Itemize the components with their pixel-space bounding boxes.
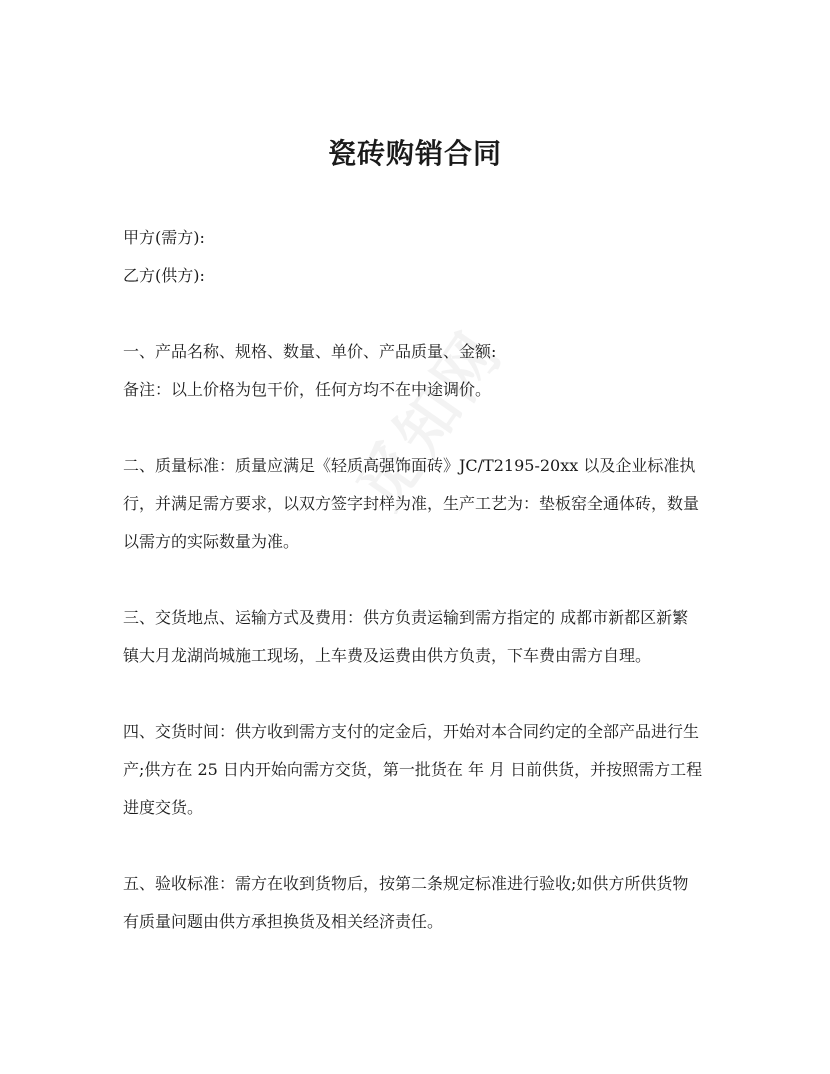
party-a-line: 甲方(需方): xyxy=(123,228,205,247)
section2-line-2: 行，并满足需方要求，以双方签字封样为准，生产工艺为：垫板窑全通体砖，数量 xyxy=(123,494,700,513)
section4-line-3: 进度交货。 xyxy=(123,798,204,817)
section1-note: 备注：以上价格为包干价，任何方均不在中途调价。 xyxy=(123,380,492,399)
section3-line-1: 三、交货地点、运输方式及费用：供方负责运输到需方指定的 成都市新都区新繁 xyxy=(123,608,689,627)
section5-line-1: 五、验收标准：需方在收到货物后，按第二条规定标准进行验收;如供方所供货物 xyxy=(123,874,689,893)
document-title: 瓷砖购销合同 xyxy=(327,137,502,170)
section5-line-2: 有质量问题由供方承担换货及相关经济责任。 xyxy=(123,912,444,931)
party-b-line: 乙方(供方): xyxy=(123,266,205,285)
section4-line-1: 四、交货时间：供方收到需方支付的定金后，开始对本合同约定的全部产品进行生 xyxy=(123,722,700,741)
section4-line-2: 产;供方在 25 日内开始向需方交货，第一批货在 年 月 日前供货，并按照需方工程 xyxy=(123,760,703,779)
section1-heading: 一、产品名称、规格、数量、单价、产品质量、金额: xyxy=(123,342,497,361)
section2-line-1: 二、质量标准：质量应满足《轻质高强饰面砖》JC/T2195-20xx 以及企业标准执 xyxy=(123,456,696,475)
section2-line-3: 以需方的实际数量为准。 xyxy=(123,532,300,551)
section3-line-2: 镇大月龙湖尚城施工现场，上车费及运费由供方负责，下车费由需方自理。 xyxy=(123,646,652,665)
